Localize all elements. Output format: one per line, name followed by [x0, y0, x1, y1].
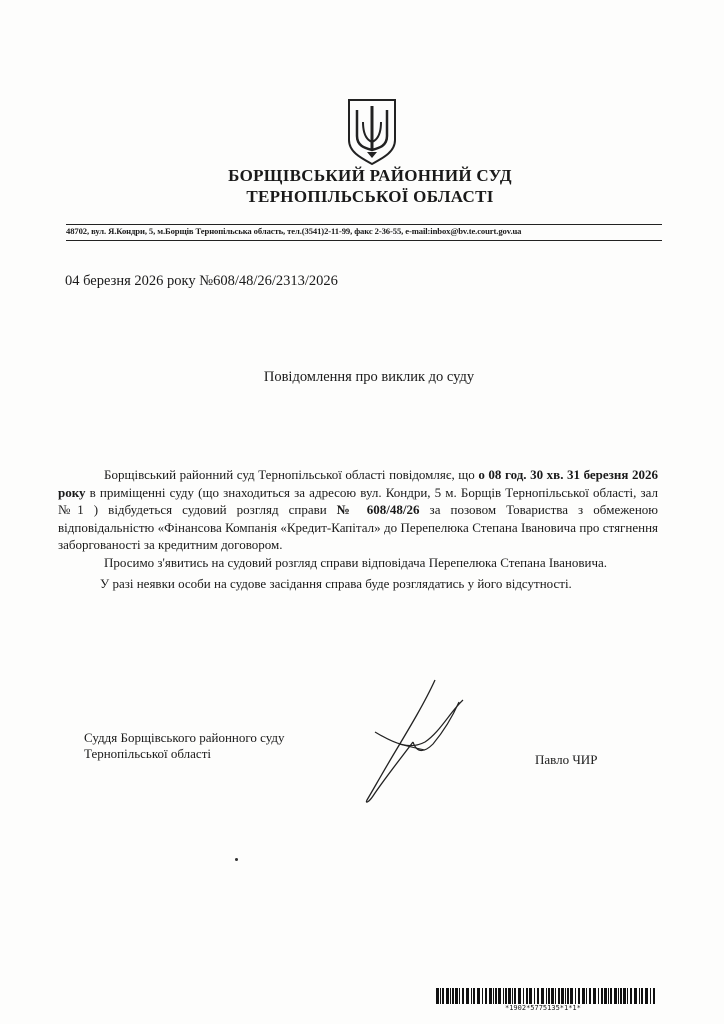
notice-paragraph-2: Просимо з'явитись на судовий розгляд справи відповідача Перепелюка Степана Івановича. — [104, 554, 608, 570]
barcode — [436, 988, 658, 1004]
barcode-bar — [503, 988, 504, 1004]
barcode-bar — [610, 988, 612, 1004]
barcode-bar — [575, 988, 576, 1004]
barcode-bar — [541, 988, 544, 1004]
barcode-bar — [586, 988, 587, 1004]
barcode-bar — [526, 988, 528, 1004]
barcode-bar — [630, 988, 632, 1004]
notice-body — [58, 466, 658, 593]
barcode-bar — [450, 988, 451, 1004]
address-divider — [66, 240, 662, 241]
barcode-bar — [555, 988, 556, 1004]
barcode-bar — [466, 988, 469, 1004]
document-title-text: Повідомлення про виклик до суду — [263, 369, 475, 385]
barcode-bar — [618, 988, 619, 1004]
barcode-bar — [565, 988, 566, 1004]
barcode-bar — [608, 988, 609, 1004]
barcode-bar — [620, 988, 622, 1004]
barcode-bar — [561, 988, 564, 1004]
p1-text-c: за позовом Товариства з обмеженою відповідальністю «Фінансова Компанія «Кредит-Капітал» до Перепелюка Степана Івановича про стягнення заборгованості за кредитним договором. — [58, 502, 658, 552]
court-name-line2: ТЕРНОПІЛЬСЬКОЇ ОБЛАСТІ — [246, 187, 494, 206]
barcode-bar — [551, 988, 554, 1004]
barcode-bar — [514, 988, 516, 1004]
barcode-bar — [529, 988, 532, 1004]
date-and-reference: 04 березня 2026 року №608/48/26/2313/2026 — [65, 273, 338, 289]
barcode-bar — [518, 988, 521, 1004]
barcode-bar — [589, 988, 591, 1004]
barcode-bar — [639, 988, 640, 1004]
barcode-bar — [440, 988, 441, 1004]
court-name-line1: БОРЩІВСЬКИЙ РАЙОННИЙ СУД — [228, 166, 512, 185]
barcode-bar — [462, 988, 464, 1004]
barcode-bar — [650, 988, 651, 1004]
barcode-bar — [508, 988, 511, 1004]
barcode-bar — [446, 988, 449, 1004]
p1-text-b: в приміщенні суду (що знаходиться за адресою вул. Кондри, 5 м. Борщів Тернопільської області, зал №1 ) відбудеться судовий розгляд справи — [58, 484, 658, 517]
barcode-bar — [477, 988, 480, 1004]
barcode-text: *1902*5775135*1*1* — [505, 1004, 581, 1012]
barcode-bar — [471, 988, 472, 1004]
tryzub-emblem-icon — [345, 96, 399, 166]
hearing-datetime: о 08 год. 30 хв. 31 березня 2026 року — [58, 467, 658, 500]
barcode-bar — [548, 988, 550, 1004]
notice-paragraph-3: У разі неявки особи на судове засідання справа буде розглядатись у його відсутності. — [100, 576, 572, 591]
barcode-bar — [459, 988, 460, 1004]
notice-paragraph-1 — [58, 466, 658, 554]
handwritten-signature — [355, 672, 475, 812]
barcode-bar — [645, 988, 648, 1004]
barcode-bar — [455, 988, 458, 1004]
barcode-bar — [604, 988, 607, 1004]
barcode-bar — [567, 988, 569, 1004]
barcode-bar — [570, 988, 573, 1004]
judge-title-line2: Тернопільської області — [84, 746, 211, 761]
barcode-bar — [498, 988, 501, 1004]
barcode-bar — [485, 988, 487, 1004]
barcode-bar — [601, 988, 603, 1004]
barcode-bar — [493, 988, 494, 1004]
barcode-bar — [653, 988, 655, 1004]
barcode-bar — [505, 988, 507, 1004]
court-address: 48702, вул. Я.Кондри, 5, м.Борщів Тернопільська область, тел.(3541)2-11-99, факс 2-36-55, e-mail:inbox@bv.te.court.gov.ua — [66, 226, 522, 236]
judge-name: Павло ЧИР — [535, 752, 598, 767]
barcode-bar — [495, 988, 497, 1004]
barcode-bar — [593, 988, 596, 1004]
p1-text-a: Борщівський районний суд Тернопільської області повідомляє, що — [104, 467, 479, 482]
barcode-bar — [558, 988, 560, 1004]
barcode-bar — [534, 988, 535, 1004]
barcode-bar — [546, 988, 547, 1004]
barcode-bar — [512, 988, 513, 1004]
barcode-bar — [623, 988, 626, 1004]
case-number: № 608/48/26 — [336, 502, 420, 517]
header-divider — [66, 224, 662, 225]
barcode-bar — [641, 988, 643, 1004]
judge-title — [84, 730, 285, 762]
barcode-bar — [598, 988, 599, 1004]
barcode-bar — [442, 988, 444, 1004]
barcode-bar — [473, 988, 475, 1004]
judge-title-line1: Суддя Борщівського районного суду — [84, 730, 285, 745]
document-title — [0, 369, 724, 386]
barcode-bar — [578, 988, 580, 1004]
barcode-bar — [482, 988, 483, 1004]
barcode-bar — [582, 988, 585, 1004]
barcode-bar — [627, 988, 628, 1004]
barcode-bar — [537, 988, 539, 1004]
stray-mark — [235, 858, 238, 861]
barcode-bar — [452, 988, 454, 1004]
barcode-bar — [436, 988, 439, 1004]
barcode-bar — [523, 988, 524, 1004]
barcode-bar — [489, 988, 492, 1004]
barcode-bar — [614, 988, 617, 1004]
barcode-bar — [634, 988, 637, 1004]
